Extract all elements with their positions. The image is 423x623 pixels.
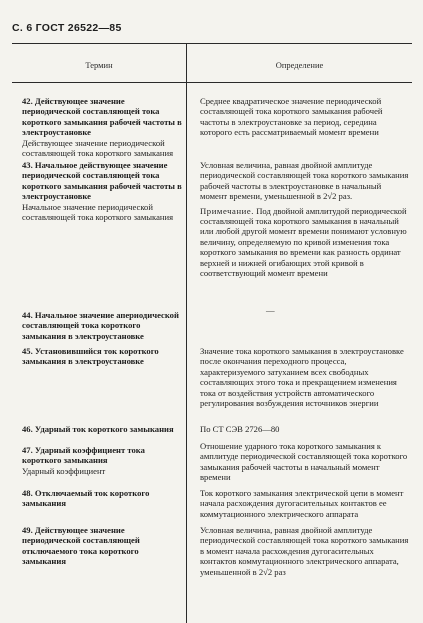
term-42-short: Действующее значение периодической составляющей тока короткого замыкания xyxy=(22,137,174,159)
table-header-border xyxy=(12,82,412,83)
term-47 xyxy=(22,445,182,476)
note-text: Под двойной амплитудой периодической составляющей тока короткого замыкания в начальный или любой другой момент времени понимают условную величину, определяемую по кривой изменения тока короткого замыкания во времени как разность ординат верхней и нижней огибающих этой кривой в соответствующий момент времени xyxy=(200,205,407,279)
term-44-title: 44. Начальное значение апериодической составляющей тока короткого замыкания в электроустановке xyxy=(22,310,179,341)
definition-42-text: Среднее квадратическое значение периодической составляющей тока короткого замыкания рабочей частоты в электроустановке за период, середина которого есть рассматриваемый момент времени xyxy=(200,96,383,138)
definition-44 xyxy=(266,305,296,315)
column-header-term: Термин xyxy=(85,60,113,70)
definition-45-text: Значение тока короткого замыкания в электроустановке после окончания переходного процесса, характеризуемого затуханием всех свободных составляющих этого тока и прекращением изменения тока от воздействия устройств автоматического регулирования возбуждения источников энергии xyxy=(200,346,404,409)
term-46 xyxy=(22,424,182,434)
term-48 xyxy=(22,488,182,509)
term-45-title: 45. Установившийся ток короткого замыкания в электроустановке xyxy=(22,346,159,367)
term-42 xyxy=(22,96,182,158)
column-header-definition: Определение xyxy=(275,60,324,70)
definition-48-text: Ток короткого замыкания электрической цепи в момент начала расхождения дугогасительных контактов ее коммутационного электрического аппарата xyxy=(200,488,404,519)
definition-45 xyxy=(200,346,410,408)
table-top-border xyxy=(12,43,412,44)
term-43 xyxy=(22,160,182,222)
definition-42 xyxy=(200,96,410,138)
term-45 xyxy=(22,346,182,367)
column-divider xyxy=(186,43,187,623)
definition-46 xyxy=(200,424,410,434)
definition-47-text: Отношение ударного тока короткого замыкания к амплитуде периодической составляющей тока короткого замыкания рабочей частоты в начальный момент времени xyxy=(200,441,408,483)
term-47-title: 47. Ударный коэффициент тока короткого замыкания xyxy=(22,445,145,466)
definition-49 xyxy=(200,525,410,577)
definition-46-text: По СТ СЭВ 2726—80 xyxy=(200,424,280,434)
definition-43-note xyxy=(200,206,410,279)
note-label: Примечание. xyxy=(200,205,255,216)
term-49-title: 49. Действующее значение периодической составляющей отключаемого тока короткого замыкания xyxy=(22,525,140,567)
definition-47 xyxy=(200,441,410,483)
term-49 xyxy=(22,525,182,567)
page-header: С. 6 ГОСТ 26522—85 xyxy=(12,22,122,34)
definition-43 xyxy=(200,160,410,278)
term-42-title: 42. Действующее значение периодической составляющей тока короткого замыкания рабочей частоты в электроустановке xyxy=(22,96,182,138)
definition-44-dash: — xyxy=(266,305,275,315)
definition-49-text: Условная величина, равная двойной амплитуде периодической составляющей тока короткого замыкания в момент начала расхождения дугогасительных контактов коммутационного электрического аппарата, уменьшенной в 2√2 раз xyxy=(200,525,409,577)
term-43-title: 43. Начальное действующее значение периодической составляющей тока короткого замыкания рабочей частоты в электроустановке xyxy=(22,160,182,202)
term-47-short: Ударный коэффициент xyxy=(22,465,106,476)
definition-43-text: Условная величина, равная двойной амплитуде периодической составляющей тока короткого замыкания рабочей частоты в электроустановке в начальный момент времени, уменьшенной в 2√2 раз. xyxy=(200,160,409,202)
definition-48 xyxy=(200,488,410,519)
term-46-title: 46. Ударный ток короткого замыкания xyxy=(22,424,174,434)
term-43-short: Начальное значение периодической составляющей тока короткого замыкания xyxy=(22,201,174,223)
term-48-title: 48. Отключаемый ток короткого замыкания xyxy=(22,488,150,509)
term-44 xyxy=(22,310,182,341)
